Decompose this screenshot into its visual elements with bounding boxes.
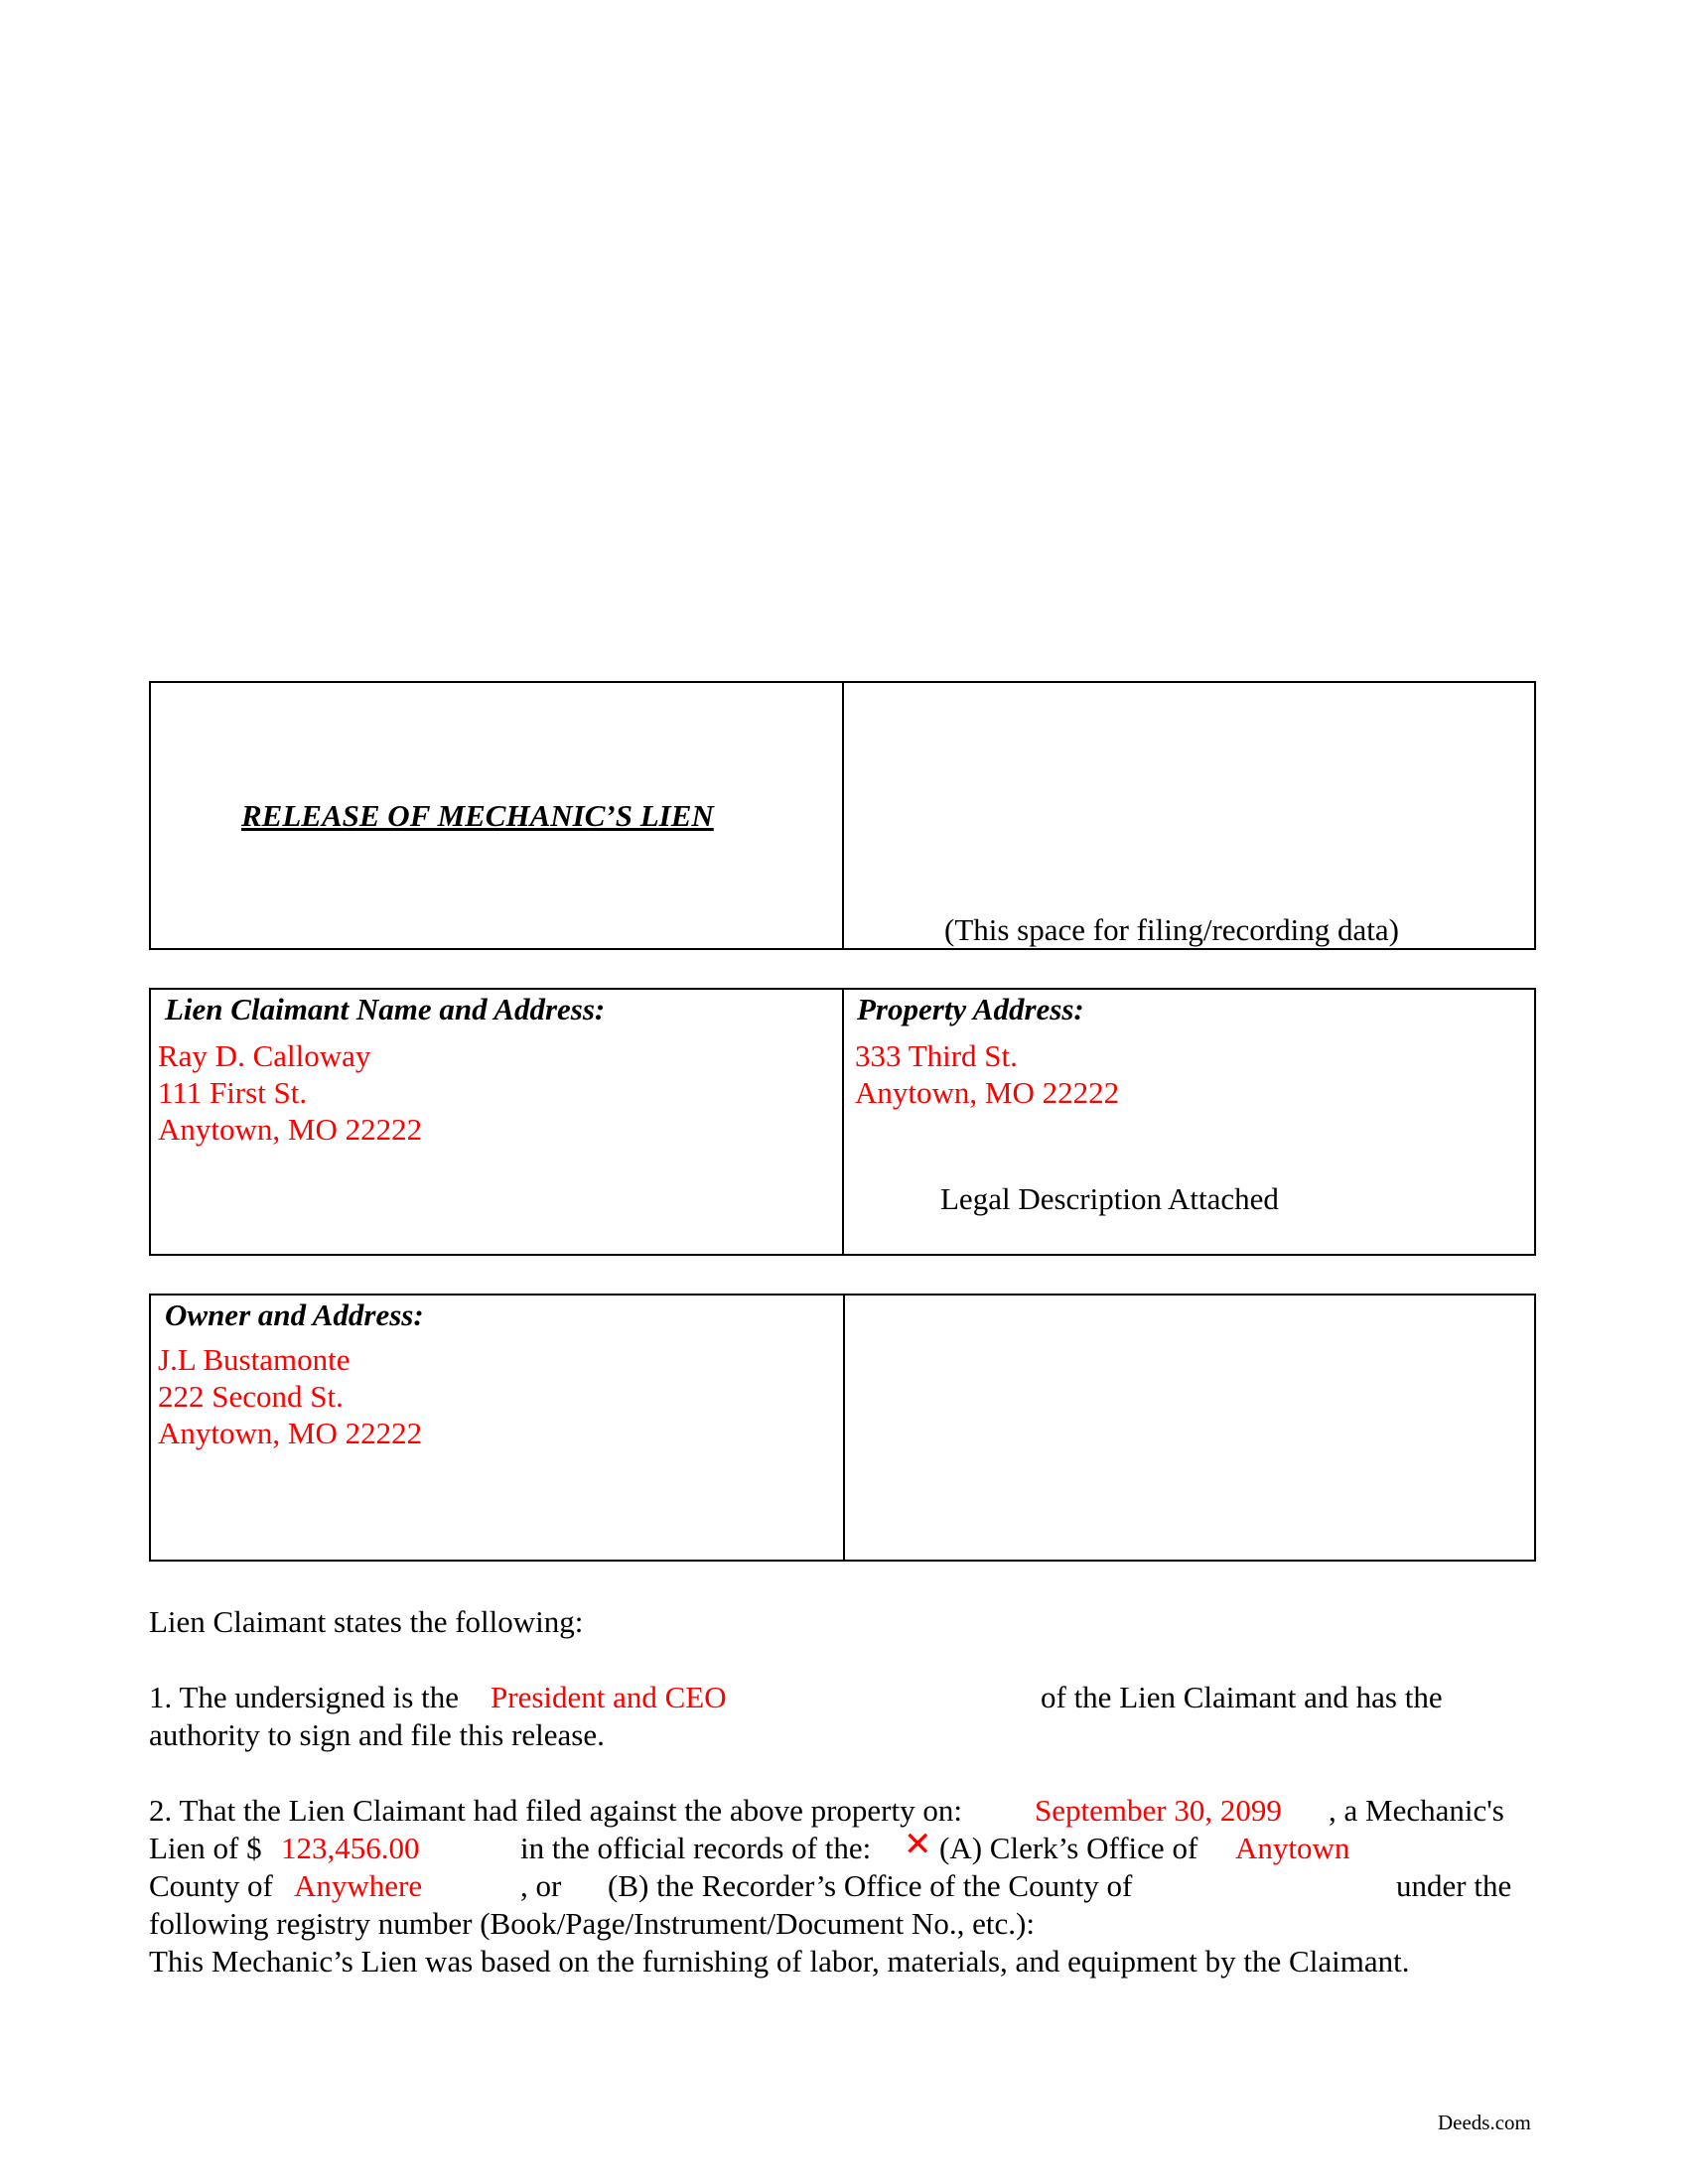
p2-lien-basis: This Mechanic’s Lien was based on the furnishing of labor, materials, and equipment by the Claimant. (149, 1944, 1410, 1979)
p2-or: , or (520, 1868, 562, 1903)
p2-county-of: County of (149, 1868, 273, 1903)
owner-city: Anytown, MO 22222 (158, 1416, 423, 1450)
claimant-name: Ray D. Calloway (158, 1038, 371, 1073)
claimant-street: 111 First St. (158, 1075, 308, 1110)
owner-street: 222 Second St. (158, 1379, 344, 1414)
option-a-checked-icon: ✕ (904, 1825, 932, 1864)
p2-clerks-office: (A) Clerk’s Office of (939, 1831, 1198, 1865)
title-box-divider (842, 681, 844, 950)
property-heading: Property Address: (857, 992, 1084, 1026)
owner-heading: Owner and Address: (165, 1297, 424, 1332)
document-title: RELEASE OF MECHANIC’S LIEN (241, 798, 714, 833)
lien-filed-date: September 30, 2099 (1035, 1793, 1282, 1828)
p2-lien-of: Lien of $ (149, 1831, 262, 1865)
owner-box-divider (843, 1294, 845, 1562)
statement-intro: Lien Claimant states the following: (149, 1604, 584, 1639)
p2-lead: 2. That the Lien Claimant had filed against the above property on: (149, 1793, 962, 1828)
clerk-city: Anytown (1235, 1831, 1350, 1865)
p1-tail: of the Lien Claimant and has the (1041, 1680, 1443, 1714)
county-name: Anywhere (294, 1868, 423, 1903)
p2-mechanics: , a Mechanic's (1329, 1793, 1504, 1828)
signer-title: President and CEO (491, 1680, 727, 1714)
claimant-heading: Lien Claimant Name and Address: (165, 992, 606, 1026)
claimant-property-divider (842, 988, 844, 1256)
legal-description-note: Legal Description Attached (940, 1181, 1279, 1216)
p2-under-the: under the (1396, 1868, 1512, 1903)
property-city: Anytown, MO 22222 (855, 1075, 1120, 1110)
p1-lead: 1. The undersigned is the (149, 1680, 459, 1714)
owner-name: J.L Bustamonte (158, 1342, 351, 1377)
lien-amount: 123,456.00 (281, 1831, 420, 1865)
footer-brand: Deeds.com (1438, 2111, 1531, 2134)
p1-line2: authority to sign and file this release. (149, 1717, 605, 1752)
property-street: 333 Third St. (855, 1038, 1018, 1073)
recording-space-note: (This space for filing/recording data) (944, 912, 1399, 947)
p2-recorders-office: (B) the Recorder’s Office of the County of (608, 1868, 1133, 1903)
p2-registry-number: following registry number (Book/Page/Instrument/Document No., etc.): (149, 1906, 1035, 1941)
p2-official-records: in the official records of the: (520, 1831, 872, 1865)
claimant-city: Anytown, MO 22222 (158, 1112, 423, 1147)
